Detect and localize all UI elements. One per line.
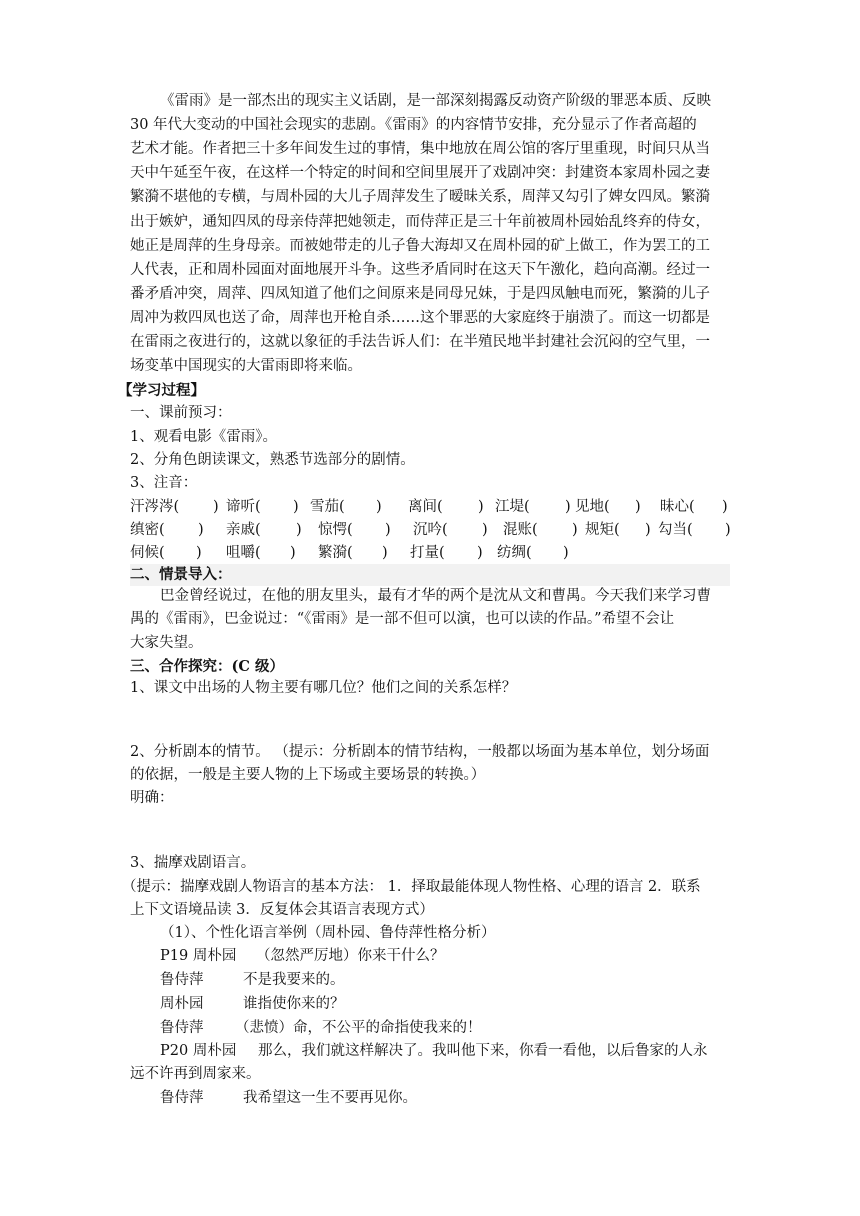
- pinyin-word: 惊愕(: [318, 522, 353, 538]
- pinyin-paren: ): [572, 522, 578, 538]
- intro-line: 繁漪不堪他的专横，与周朴园的大儿子周萍发生了暧昧关系，周萍又勾引了婢女四凤。繁漪: [130, 189, 710, 205]
- pinyin-paren: ): [376, 499, 382, 515]
- pinyin-word: 咀嚼(: [226, 545, 261, 561]
- pinyin-paren: ): [382, 545, 388, 561]
- question-2: 的依据，一般是主要人物的上下场或主要场景的转换。）: [130, 767, 486, 783]
- dialogue-speaker: P20 周朴园: [160, 1043, 237, 1059]
- pinyin-word: 规矩(: [585, 522, 620, 538]
- pinyin-paren: ): [722, 499, 728, 515]
- pinyin-paren: ): [296, 522, 302, 538]
- pinyin-paren: ): [213, 499, 219, 515]
- pinyin-word: 谛听(: [226, 499, 261, 515]
- scene-line: 大家失望。: [130, 635, 203, 651]
- intro-line: 人代表，正和周朴园面对面地展开斗争。这些矛盾同时在这天下午激化，趋向高潮。经过一: [130, 262, 710, 278]
- pinyin-paren: ): [482, 522, 488, 538]
- scene-line: 巴金曾经说过，在他的朋友里头，最有才华的两个是沈从文和曹禺。今天我们来学习曹: [160, 588, 711, 604]
- pinyin-word: 混账(: [503, 522, 538, 538]
- dialogue-speaker: 周朴园: [160, 996, 204, 1012]
- intro-line: 她正是周萍的生身母亲。而被她带走的儿子鲁大海却又在周朴园的矿上做工，作为罢工的工: [130, 238, 710, 254]
- pinyin-paren: ): [290, 545, 296, 561]
- pinyin-paren: ): [565, 499, 571, 515]
- pinyin-word: 伺候(: [130, 545, 165, 561]
- pinyin-word: 繁漪(: [318, 545, 353, 561]
- preview-item: 1、观看电影《雷雨》。: [130, 429, 277, 445]
- question-1: 1、课文中出场的人物主要有哪几位？他们之间的关系怎样？: [130, 680, 517, 696]
- intro-line: 周冲为救四凤也送了命，周萍也开枪自杀……这个罪恶的大家庭终于崩溃了。而这一切都是: [130, 310, 710, 326]
- intro-line: 番矛盾冲突，周萍、四凤知道了他们之间原来是同母兄妹，于是四凤触电而死，繁漪的儿子: [130, 286, 710, 302]
- dialogue-line: 那么，我们就这样解决了。我叫他下来，你看一看他，以后鲁家的人永: [258, 1043, 708, 1059]
- question-3-tip: （提示：揣摩戏剧人物语言的基本方法： 1．择取最能体现人物性格、心理的语言 2．联系: [122, 879, 701, 895]
- intro-line: 《雷雨》是一部杰出的现实主义话剧，是一部深刻揭露反动资产阶级的罪恶本质、反映: [160, 93, 711, 109]
- pinyin-word: 昧心(: [660, 499, 695, 515]
- pinyin-paren: ): [293, 499, 299, 515]
- pinyin-word: 见地(: [575, 499, 610, 515]
- question-3-sub: （1）、个性化语言举例（周朴园、鲁侍萍性格分析）: [160, 925, 496, 941]
- answer-label: 明确：: [130, 790, 174, 806]
- section-heading-scene: 二、情景导入：: [130, 564, 730, 586]
- pinyin-word: 江堤(: [495, 499, 530, 515]
- pinyin-paren: ): [725, 522, 731, 538]
- preview-item: 2、分角色朗读课文，熟悉节选部分的剧情。: [130, 452, 415, 468]
- dialogue-speaker: 鲁侍萍: [160, 1090, 204, 1106]
- question-3-tip: 上下文语境品读 3．反复体会其语言表现方式）: [130, 902, 434, 918]
- dialogue-line: （忽然严厉地）你来干什么？: [256, 948, 445, 964]
- intro-line: 30 年代大变动的中国社会现实的悲剧。《雷雨》的内容情节安排，充分显示了作者高超的: [130, 117, 697, 133]
- dialogue-line: （悲愤）命，不公平的命指使我来的！: [235, 1020, 482, 1036]
- pinyin-paren: ): [198, 522, 204, 538]
- intro-line: 场变革中国现实的大雷雨即将来临。: [130, 358, 362, 374]
- pinyin-paren: ): [563, 545, 569, 561]
- pinyin-word: 汗涔涔(: [130, 499, 180, 515]
- pinyin-word: 离间(: [408, 499, 443, 515]
- dialogue-speaker: 鲁侍萍: [160, 1020, 204, 1036]
- dialogue-line: 不是我要来的。: [243, 972, 345, 988]
- dialogue-line: 谁指使你来的？: [243, 996, 345, 1012]
- pinyin-paren: ): [477, 545, 483, 561]
- intro-line: 出于嫉妒，通知四凤的母亲侍萍把她领走，而侍萍正是三十年前被周朴园始乱终弃的侍女，: [130, 214, 710, 230]
- dialogue-line: 远不许再到周家来。: [130, 1066, 261, 1082]
- pinyin-word: 勾当(: [658, 522, 693, 538]
- question-2: 2、分析剧本的情节。 （提示：分析剧本的情节结构，一般都以场面为基本单位，划分场面: [130, 744, 710, 760]
- pinyin-paren: ): [196, 545, 202, 561]
- question-3: 3、揣摩戏剧语言。: [130, 855, 256, 871]
- pinyin-word: 沉吟(: [413, 522, 448, 538]
- pinyin-paren: ): [385, 522, 391, 538]
- pinyin-word: 亲戚(: [226, 522, 261, 538]
- pinyin-paren: ): [645, 522, 651, 538]
- dialogue-speaker: 鲁侍萍: [160, 972, 204, 988]
- pinyin-paren: ): [635, 499, 641, 515]
- section-heading-preview: 一、课前预习：: [130, 405, 232, 421]
- dialogue-line: 我希望这一生不要再见你。: [243, 1090, 417, 1106]
- section-heading-coop: 三、合作探究：(C 级）: [130, 658, 284, 675]
- preview-item: 3、注音：: [130, 475, 198, 491]
- pinyin-paren: ): [478, 499, 484, 515]
- dialogue-speaker: P19 周朴园: [160, 948, 237, 964]
- pinyin-word: 纺绸(: [497, 545, 532, 561]
- intro-line: 天中午延至午夜，在这样一个特定的时间和空间里展开了戏剧冲突：封建资本家周朴园之妻: [130, 165, 710, 181]
- intro-line: 艺术才能。作者把三十多年间发生过的事情，集中地放在周公馆的客厅里重现，时间只从当: [130, 141, 710, 157]
- pinyin-word: 雪茄(: [310, 499, 345, 515]
- pinyin-word: 缜密(: [130, 522, 165, 538]
- pinyin-word: 打量(: [410, 545, 445, 561]
- intro-line: 在雷雨之夜进行的，这就以象征的手法告诉人们：在半殖民地半封建社会沉闷的空气里，一: [130, 334, 710, 350]
- scene-line: 禺的《雷雨》，巴金说过：“《雷雨》是一部不但可以演，也可以读的作品。”希望不会让: [130, 611, 675, 627]
- section-heading-process: 【学习过程】: [118, 382, 205, 399]
